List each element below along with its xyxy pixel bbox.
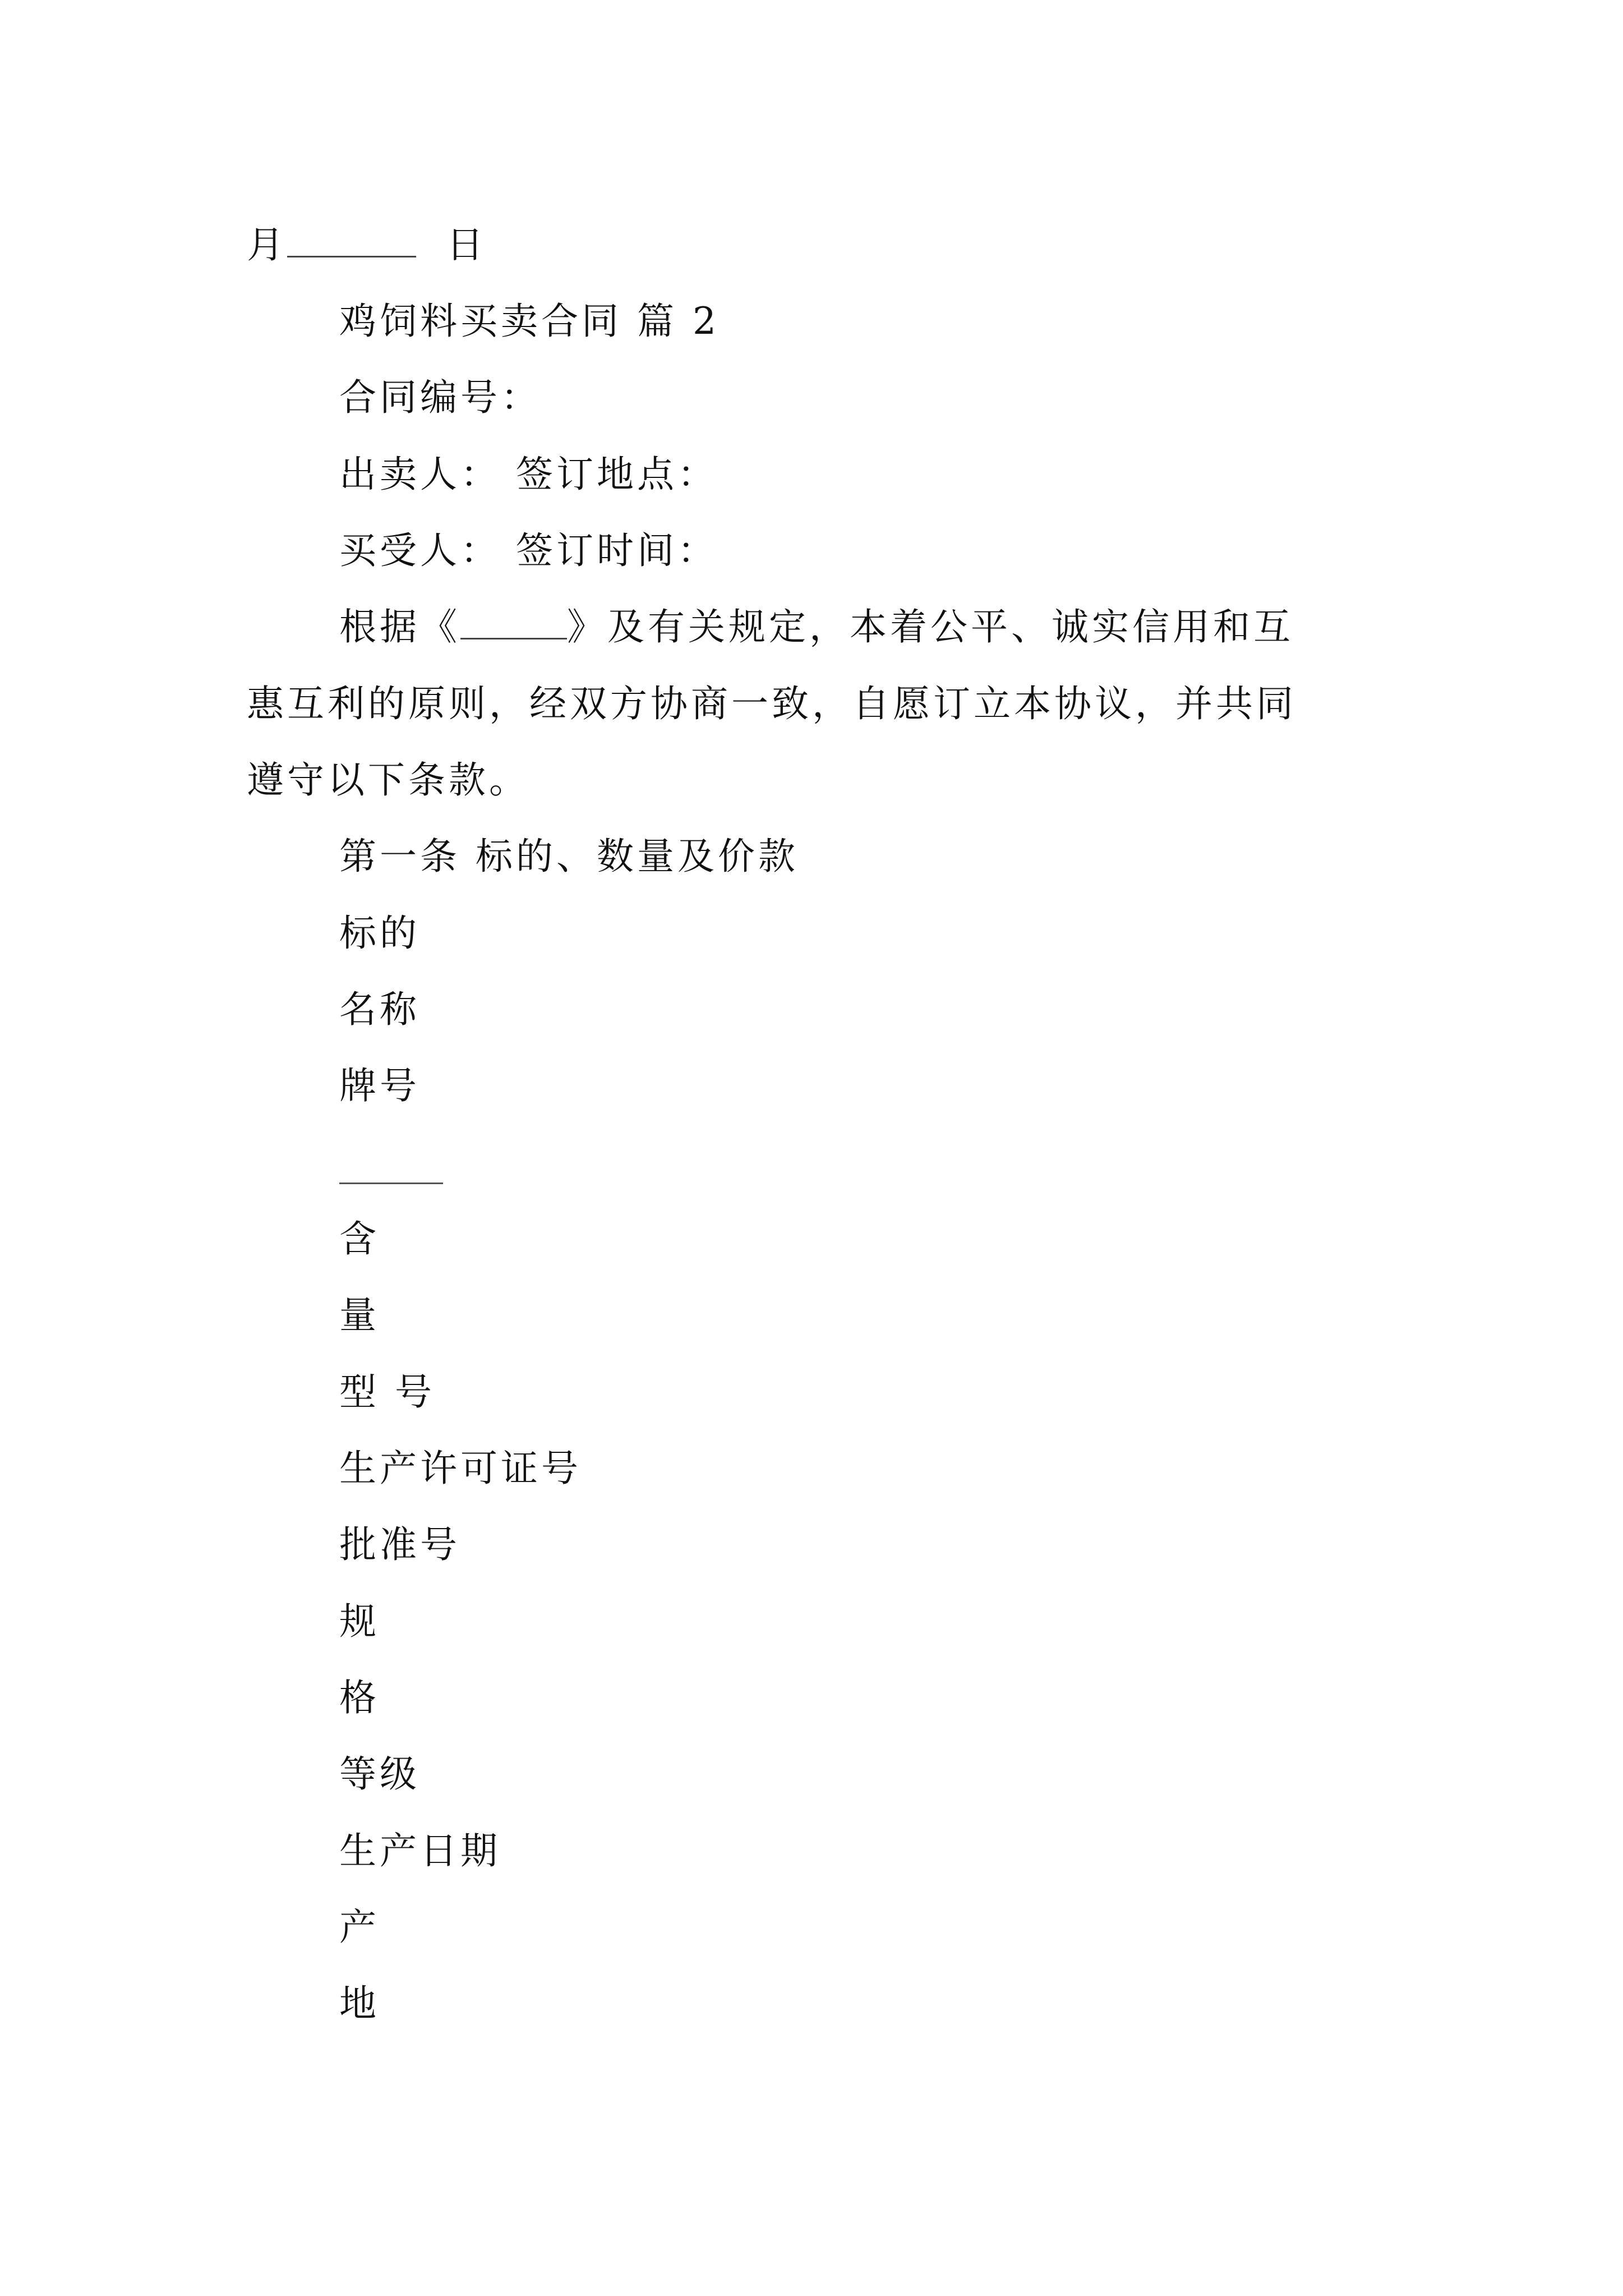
contract-number-label: 合同编号：: [339, 376, 541, 419]
contract-heading: 鸡饲料买卖合同 篇 2: [339, 300, 720, 343]
field-grade: 等级: [339, 1752, 420, 1796]
signing-place-label: 签订地点：: [515, 453, 718, 496]
field-model: 型 号: [339, 1370, 435, 1414]
law-name-blank: [460, 605, 567, 639]
buyer-label: 买受人：: [339, 529, 501, 572]
field-brand: 牌号: [339, 1064, 420, 1107]
preamble-end: 》及有关规定，本着公平、诚实信用和互: [567, 605, 1294, 648]
blank-rule: [339, 1182, 443, 1184]
field-license-no: 生产许可证号: [339, 1447, 582, 1490]
preamble-line-2: 惠互利的原则，经双方协商一致，自愿订立本协议，并共同: [247, 682, 1297, 725]
field-content-1: 含: [339, 1217, 380, 1260]
month-label: 月: [247, 223, 287, 266]
seller-label: 出卖人：: [339, 453, 501, 496]
field-origin-2: 地: [339, 1982, 380, 2025]
signing-time-label: 签订时间：: [515, 529, 718, 572]
article-1-title: 第一条 标的、数量及价款: [339, 835, 799, 878]
preamble-line-3: 遵守以下条款。: [247, 758, 529, 802]
field-spec-2: 格: [339, 1676, 380, 1719]
field-production-date: 生产日期: [339, 1829, 501, 1872]
seller-line: [339, 452, 718, 497]
month-blank: [287, 223, 416, 257]
field-approval-no: 批准号: [339, 1523, 460, 1566]
preamble-start: 根据《: [339, 605, 460, 648]
field-content-2: 量: [339, 1294, 380, 1337]
field-origin-1: 产: [339, 1906, 380, 1949]
buyer-line: [339, 528, 718, 573]
date-line: [247, 223, 487, 268]
day-label: 日: [446, 223, 487, 266]
field-name: 名称: [339, 988, 420, 1031]
field-subject: 标的: [339, 912, 420, 955]
field-spec-1: 规: [339, 1600, 380, 1643]
preamble-line-1: [339, 605, 1294, 650]
